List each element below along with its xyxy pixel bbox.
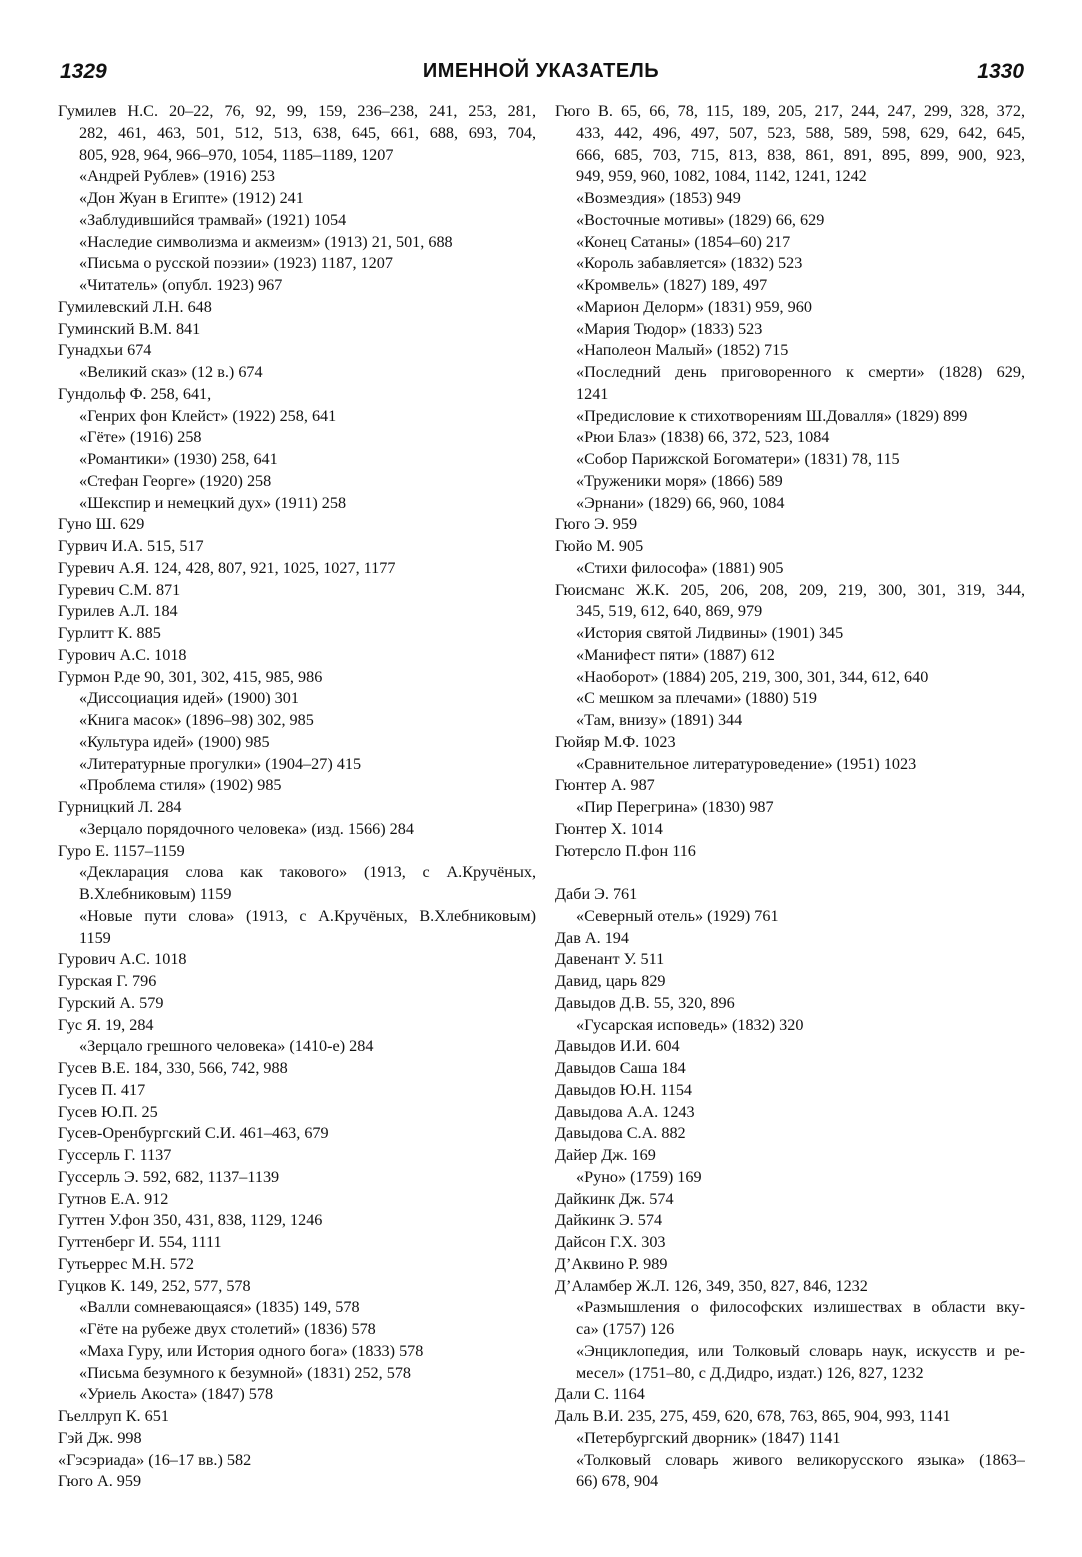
index-work-title: «Письма о русской поэзии» (1923) 1187, 1207 bbox=[79, 254, 393, 273]
index-entry: Гусев-Оренбургский С.И. 461–463, 679 bbox=[58, 1124, 329, 1143]
index-work-title: «Наполеон Малый» (1852) 715 bbox=[576, 341, 789, 360]
index-work-title: «Конец Сатаны» (1854–60) 217 bbox=[576, 232, 791, 251]
index-work-title: «Марион Делорм» (1831) 959, 960 bbox=[576, 297, 812, 316]
index-entry: Дайер Дж. 169 bbox=[555, 1146, 656, 1164]
index-work-title: «Зерцало порядочного человека» (изд. 1566) 284 bbox=[79, 819, 414, 838]
index-work-title: «Проблема стиля» (1902) 985 bbox=[79, 776, 282, 795]
index-entry: Давыдов Ю.Н. 1154 bbox=[555, 1080, 693, 1099]
index-work-title: «Возмездия» (1853) 949 bbox=[576, 189, 741, 207]
index-work-title: «История святой Лидвины» (1901) 345 bbox=[576, 624, 844, 642]
index-entry: Гюйо М. 905 bbox=[555, 537, 644, 555]
page-header bbox=[0, 60, 1082, 94]
index-entry: Даль В.И. 235, 275, 459, 620, 678, 763, 865, 904, 993, 1141 bbox=[555, 1407, 951, 1425]
index-work-title: «Романтики» (1930) 258, 641 bbox=[79, 450, 278, 468]
index-work-title: «Книга масок» (1896–98) 302, 985 bbox=[79, 711, 314, 729]
index-work-title: «Диссоциация идей» (1900) 301 bbox=[79, 689, 299, 708]
index-work-title: «Уриель Акоста» (1847) 578 bbox=[79, 1385, 274, 1404]
index-entry: Давыдова С.А. 882 bbox=[555, 1124, 686, 1143]
index-work-title: «Шекспир и немецкий дух» (1911) 258 bbox=[79, 493, 347, 512]
index-entry: Дайкинк Э. 574 bbox=[555, 1211, 663, 1230]
index-entry: Гурская Г. 796 bbox=[58, 972, 157, 990]
index-work-title: «Стефан Георге» (1920) 258 bbox=[79, 471, 272, 490]
index-work-title: «Мария Тюдор» (1833) 523 bbox=[576, 319, 763, 338]
index-entry: Гуревич А.Я. 124, 428, 807, 921, 1025, 1027, 1177 bbox=[58, 558, 396, 577]
index-entry: Гюйяр М.Ф. 1023 bbox=[555, 732, 676, 751]
index-entry: Давыдов И.И. 604 bbox=[555, 1037, 680, 1056]
index-entry: Гурвич И.А. 515, 517 bbox=[58, 537, 204, 555]
index-work-title: 1241 bbox=[576, 384, 609, 403]
index-work-title: «Король забавляется» (1832) 523 bbox=[576, 254, 803, 273]
index-work-title: «Декларация слова как такового» (1913, с А.Кручёных, bbox=[79, 863, 536, 882]
index-entry-continuation: 282, 461, 463, 501, 512, 513, 638, 645, 661, 688, 693, 704, bbox=[79, 123, 536, 142]
index-entry-continuation: 345, 519, 612, 640, 869, 979 bbox=[576, 602, 763, 621]
index-work-title: «С мешком за плечами» (1880) 519 bbox=[576, 689, 817, 708]
index-column-left bbox=[58, 101, 536, 1493]
index-work-title: «Наследие символизма и акмеизм» (1913) 21, 501, 688 bbox=[79, 232, 453, 251]
index-entry: Дайкинк Дж. 574 bbox=[555, 1189, 674, 1208]
index-work-title: «Рюи Блаз» (1838) 66, 372, 523, 1084 bbox=[576, 428, 830, 447]
index-work-title: «Генрих фон Клейст» (1922) 258, 641 bbox=[79, 406, 337, 425]
index-entry: «Гэсэриада» (16–17 вв.) 582 bbox=[58, 1450, 252, 1469]
index-work-title: 66) 678, 904 bbox=[576, 1472, 659, 1491]
index-entry: Гурлитт К. 885 bbox=[58, 624, 161, 642]
index-work-title: «Сравнительное литературоведение» (1951) 1023 bbox=[576, 754, 917, 773]
index-work-title: «Собор Парижской Богоматери» (1831) 78, 115 bbox=[576, 450, 900, 468]
index-work-title: «Манифест пяти» (1887) 612 bbox=[576, 645, 775, 664]
index-work-title: са» (1757) 126 bbox=[576, 1320, 675, 1338]
index-entry: Гурмон Р.де 90, 301, 302, 415, 985, 986 bbox=[58, 667, 323, 686]
index-entry: Гутнов Е.А. 912 bbox=[58, 1189, 169, 1208]
index-entry: Гурилев А.Л. 184 bbox=[58, 602, 178, 621]
index-entry: Давыдов Саша 184 bbox=[555, 1059, 686, 1077]
index-entry: Гуминский В.М. 841 bbox=[58, 319, 201, 338]
index-entry: Гутьеррес М.Н. 572 bbox=[58, 1254, 194, 1273]
index-work-title: «Новые пути слова» (1913, с А.Кручёных, В.Хлебниковым) bbox=[79, 906, 536, 925]
index-work-title: «Зерцало грешного человека» (1410-е) 284 bbox=[79, 1037, 374, 1056]
index-entry: Дали С. 1164 bbox=[555, 1385, 645, 1404]
index-work-title: «Великий сказ» (12 в.) 674 bbox=[79, 363, 263, 381]
index-entry-continuation: 433, 442, 496, 497, 507, 523, 588, 589, 598, 629, 642, 645, bbox=[576, 123, 1025, 142]
index-entry: Гютерсло П.фон 116 bbox=[555, 841, 696, 860]
index-entry: Д’Аквино Р. 989 bbox=[555, 1254, 668, 1273]
index-work-title: «Там, внизу» (1891) 344 bbox=[576, 711, 743, 729]
index-entry: Гурович А.С. 1018 bbox=[58, 645, 187, 664]
index-entry: Д’Аламбер Ж.Л. 126, 349, 350, 827, 846, 1232 bbox=[555, 1276, 868, 1295]
index-entry: Гумилевский Л.Н. 648 bbox=[58, 297, 212, 316]
index-entry-continuation: 666, 685, 703, 715, 813, 838, 861, 891, 895, 899, 900, 923, bbox=[576, 145, 1025, 164]
index-work-title: «Гёте» (1916) 258 bbox=[79, 428, 202, 447]
index-work-title: «Валли сомневающаяся» (1835) 149, 578 bbox=[79, 1298, 360, 1317]
index-column-right bbox=[555, 101, 1025, 1493]
index-entry: Давыдова А.А. 1243 bbox=[555, 1102, 695, 1121]
index-entry-continuation: 805, 928, 964, 966–970, 1054, 1185–1189, 1207 bbox=[79, 145, 394, 164]
index-work-title: «Кромвель» (1827) 189, 497 bbox=[576, 276, 768, 294]
index-work-title: «Энциклопедия, или Толковый словарь наук, искусств и ре- bbox=[576, 1341, 1025, 1360]
index-work-title: «Андрей Рублев» (1916) 253 bbox=[79, 167, 275, 186]
index-work-title: «Восточные мотивы» (1829) 66, 629 bbox=[576, 210, 825, 229]
index-work-title: «Дон Жуан в Египте» (1912) 241 bbox=[79, 189, 304, 207]
index-work-title: «Предисловие к стихотворениям Ш.Довалля» (1829) 899 bbox=[576, 406, 968, 425]
index-entry: Гюисманс Ж.К. 205, 206, 208, 209, 219, 300, 301, 319, 344, bbox=[555, 580, 1025, 599]
index-entry: Гэй Дж. 998 bbox=[58, 1428, 142, 1447]
index-entry: Гусев П. 417 bbox=[58, 1080, 146, 1099]
index-entry: Гьеллруп К. 651 bbox=[58, 1407, 169, 1425]
index-entry: Давенант У. 511 bbox=[555, 950, 665, 969]
index-entry: Гус Я. 19, 284 bbox=[58, 1015, 154, 1034]
index-work-title: месел» (1751–80, с Д.Дидро, издат.) 126, 827, 1232 bbox=[576, 1363, 924, 1382]
index-work-title: «Стихи философа» (1881) 905 bbox=[576, 558, 784, 577]
index-entry: Гуттен У.фон 350, 431, 838, 1129, 1246 bbox=[58, 1211, 323, 1230]
index-work-title: «Маха Гуру, или История одного бога» (1833) 578 bbox=[79, 1341, 424, 1360]
index-entry: Гуттенберг И. 554, 1111 bbox=[58, 1233, 222, 1251]
index-entry: Гюго Э. 959 bbox=[555, 515, 638, 534]
index-entry: Гуревич С.М. 871 bbox=[58, 580, 181, 599]
index-entry: Даби Э. 761 bbox=[555, 885, 638, 903]
index-work-title: «Письма безумного к безумной» (1831) 252, 578 bbox=[79, 1363, 412, 1382]
index-entry: Гундольф Ф. 258, 641, bbox=[58, 384, 212, 403]
index-work-title: «Толковый словарь живого великорусского языка» (1863– bbox=[576, 1450, 1025, 1469]
index-entry: Гурницкий Л. 284 bbox=[58, 798, 182, 816]
page-number-left: 1329 bbox=[60, 60, 107, 83]
index-entry: Давид, царь 829 bbox=[555, 972, 666, 990]
index-entry: Дав А. 194 bbox=[555, 928, 629, 947]
index-spacer bbox=[555, 862, 1025, 884]
index-work-title: «Пир Перегрина» (1830) 987 bbox=[576, 798, 774, 816]
index-entry: Гусев Ю.П. 25 bbox=[58, 1102, 158, 1121]
index-entry: Гюнтер Х. 1014 bbox=[555, 819, 663, 838]
index-work-title: «Культура идей» (1900) 985 bbox=[79, 732, 270, 751]
index-entry: Гусев В.Е. 184, 330, 566, 742, 988 bbox=[58, 1059, 288, 1077]
index-work-title: «Петербургский дворник» (1847) 1141 bbox=[576, 1428, 841, 1447]
index-entry: Гуцков К. 149, 252, 577, 578 bbox=[58, 1276, 251, 1295]
index-entry: Гунадхьи 674 bbox=[58, 341, 152, 360]
index-entry: Гуно Ш. 629 bbox=[58, 515, 145, 534]
index-entry: Гуро Е. 1157–1159 bbox=[58, 841, 185, 860]
index-entry: Дайсон Г.Х. 303 bbox=[555, 1233, 666, 1251]
index-entry: Гуссерль Г. 1137 bbox=[58, 1146, 172, 1164]
index-work-title: «Наоборот» (1884) 205, 219, 300, 301, 344, 612, 640 bbox=[576, 667, 929, 686]
index-work-title: «Гёте на рубеже двух столетий» (1836) 578 bbox=[79, 1320, 376, 1338]
index-entry: Гюнтер А. 987 bbox=[555, 776, 655, 795]
index-work-title: В.Хлебниковым) 1159 bbox=[79, 885, 232, 903]
index-work-title: «Последний день приговоренного к смерти» (1828) 629, bbox=[576, 363, 1025, 381]
index-entry: Гуссерль Э. 592, 682, 1137–1139 bbox=[58, 1167, 280, 1186]
index-entry: Гумилев Н.С. 20–22, 76, 92, 99, 159, 236–238, 241, 253, 281, bbox=[58, 102, 536, 120]
index-work-title: «Литературные прогулки» (1904–27) 415 bbox=[79, 754, 362, 773]
index-work-title: «Размышления о философских излишествах в области вку- bbox=[576, 1298, 1025, 1317]
index-work-title: «Заблудившийся трамвай» (1921) 1054 bbox=[79, 210, 347, 229]
index-work-title: «Эрнани» (1829) 66, 960, 1084 bbox=[576, 493, 785, 512]
index-entry: Гюго В. 65, 66, 78, 115, 189, 205, 217, 244, 247, 299, 328, 372, bbox=[555, 102, 1025, 120]
index-work-title: 1159 bbox=[79, 928, 111, 947]
index-entry: Гюго А. 959 bbox=[58, 1472, 142, 1491]
index-work-title: «Северный отель» (1929) 761 bbox=[576, 906, 779, 925]
page-title: ИМЕННОЙ УКАЗАТЕЛЬ bbox=[422, 60, 660, 82]
index-entry-continuation: 949, 959, 960, 1082, 1084, 1142, 1241, 1242 bbox=[576, 167, 867, 186]
index-entry: Гурович А.С. 1018 bbox=[58, 950, 187, 969]
index-work-title: «Руно» (1759) 169 bbox=[576, 1167, 702, 1186]
index-work-title: «Гусарская исповедь» (1832) 320 bbox=[576, 1015, 804, 1034]
page-number-right: 1330 bbox=[977, 60, 1024, 83]
index-work-title: «Труженики моря» (1866) 589 bbox=[576, 471, 783, 490]
index-entry: Гурский А. 579 bbox=[58, 993, 164, 1012]
index-entry: Давыдов Д.В. 55, 320, 896 bbox=[555, 993, 735, 1012]
index-work-title: «Читатель» (опубл. 1923) 967 bbox=[79, 276, 283, 294]
